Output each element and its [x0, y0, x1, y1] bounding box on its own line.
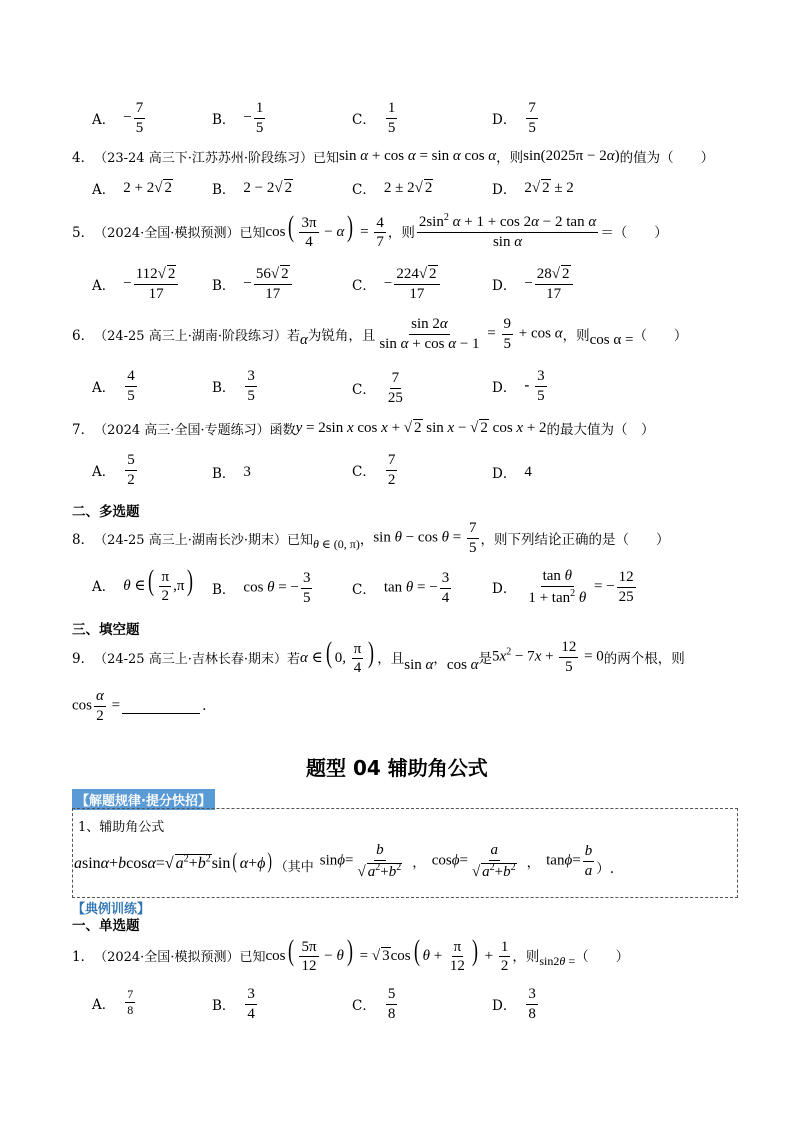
q8-option-a: A． θ ∈ ( $\frac{\pi}{2}$ ,π )	[92, 564, 194, 605]
q3-option-c: C． $\frac{1}{5}$	[352, 100, 396, 136]
q5-option-c: C． − $\frac{224√ 2}{17}$	[352, 266, 442, 302]
q7-option-b: B． 3	[212, 463, 251, 482]
q1-option-b: B． $\frac{3}{4}$	[212, 986, 255, 1022]
auxiliary-angle-formula: asinα+bcosα=√ $a^2+b^2\sin$ ( α+ϕ ) （其中 sinϕ= b √ $a^2+b^2$ ， cosϕ= a √ $a^2+b^2$ ， tanϕ= $\frac{b}{a}$ ）.	[74, 842, 614, 880]
question-9: 9． （24-25 高三上·吉林长春·期末）若 α ∈ ( 0, $\frac{\pi}{4}$ ) ，且 sin α ， cos α 是 $5x^2 - 7x$ + $\frac{12}{5}$ = 0 的两个根，则	[72, 636, 685, 677]
question-6: 6． （24-25 高三上·湖南·阶段练习）若 α 为锐角，且 $\frac{\sin 2\alpha}{\text{sin α + cos α − 1}}$ = $\frac{9}{5}$ + cos α ，则 cos α = （ ）	[72, 316, 688, 352]
q3-option-d: D． $\frac{7}{5}$	[492, 100, 536, 136]
q6-option-a: A． $\frac{4}{5}$	[92, 368, 135, 404]
q7-option-c: C． $\frac{7}{2}$	[352, 452, 396, 488]
q4-option-b: B． 2 − 2√ 2	[212, 178, 293, 198]
formula-heading: 1、辅助角公式	[78, 820, 165, 835]
q5-option-b: B． − $\frac{56√ 2}{17}$	[212, 266, 294, 302]
q4-option-c: C． 2 ± 2√ 2	[352, 178, 433, 198]
question-7: 7． （2024 高三·全国·专题练习）函数 y = 2sin x cos x + √ 2 sin x − √ 2 cos x + 2 的最大值为（ ）	[72, 418, 655, 438]
q8-option-b: B． cos θ = − $\frac{3}{5}$	[212, 570, 311, 606]
q5-option-a: A． − $\frac{112√ 2}{17}$	[92, 266, 180, 302]
q1-option-c: C． $\frac{5}{8}$	[352, 986, 396, 1022]
q7-option-a: A． $\frac{5}{2}$	[92, 452, 135, 488]
type-title: 题型 04 辅助角公式	[306, 756, 488, 780]
q5-option-d: D． − $\frac{28√ 2}{17}$	[492, 266, 575, 302]
q6-option-d: D． - $\frac{3}{5}$	[492, 368, 545, 404]
q1-option-a: A． $\frac{7}{8}$	[92, 987, 134, 1018]
answer-blank[interactable]	[122, 699, 200, 714]
q8-option-d: D． $\frac{\text{tan θ}}{1 + \tan^2 \theta}$ = − $\frac{12}{25}$	[492, 568, 634, 606]
section-heading-fill: 三、填空题	[72, 622, 140, 638]
q4-option-a: A． 2 + 2√ 2	[92, 178, 173, 198]
q7-option-d: D． 4	[492, 463, 532, 482]
q8-option-c: C． tan θ = − $\frac{3}{4}$	[352, 570, 450, 606]
q3-option-b: B． − $\frac{1}{5}$	[212, 100, 264, 136]
q6-option-c: C． $\frac{7}{25}$	[352, 370, 403, 406]
section-heading-single: 一、单选题	[72, 918, 140, 934]
q3-option-a: A． − $\frac{7}{5}$	[92, 100, 144, 136]
question-5: 5． （2024·全国·模拟预测）已知 cos ( $\frac{3\pi}{4}$ − α ) = $\frac{4}{7}$ ，则 $\frac{2\sin^2 \alpha + 1 + \cos 2\alpha - 2 \tan \alpha}{\text{sin α}}$ ＝（ ）	[72, 210, 668, 251]
question-1: 1． （2024·全国·模拟预测）已知 cos ( $\frac{5\pi}{12}$ − θ ) = √ 3cos ( θ + $\frac{\pi}{12}$ ) + $\frac{1}{2}$ ，则 sin2θ = （ ）	[72, 936, 629, 975]
question-4: 4． （23-24 高三下·江苏苏州·阶段练习）已知 sin α + cos α = sin α cos α ，则 sin(2025π − 2α) 的值为（ ）	[72, 147, 715, 166]
question-8: 8． （24-25 高三上·湖南长沙·期末）已知 θ ∈ (0, π) ， sin θ − cos θ = $\frac{7}{5}$ ，则下列结论正确的是（ ）	[72, 520, 670, 556]
method-tag: 【解题规律·提分快招】	[72, 789, 215, 810]
q4-option-d: D． 2√ 2 ± 2	[492, 178, 574, 198]
q1-option-d: D． $\frac{3}{8}$	[492, 986, 536, 1022]
q9-answer-line: cos $\frac{\alpha}{2}$ = .	[72, 688, 207, 724]
q6-option-b: B． $\frac{3}{5}$	[212, 368, 255, 404]
example-tag: 【典例训练】	[72, 902, 151, 917]
section-heading-multi: 二、多选题	[72, 504, 140, 520]
